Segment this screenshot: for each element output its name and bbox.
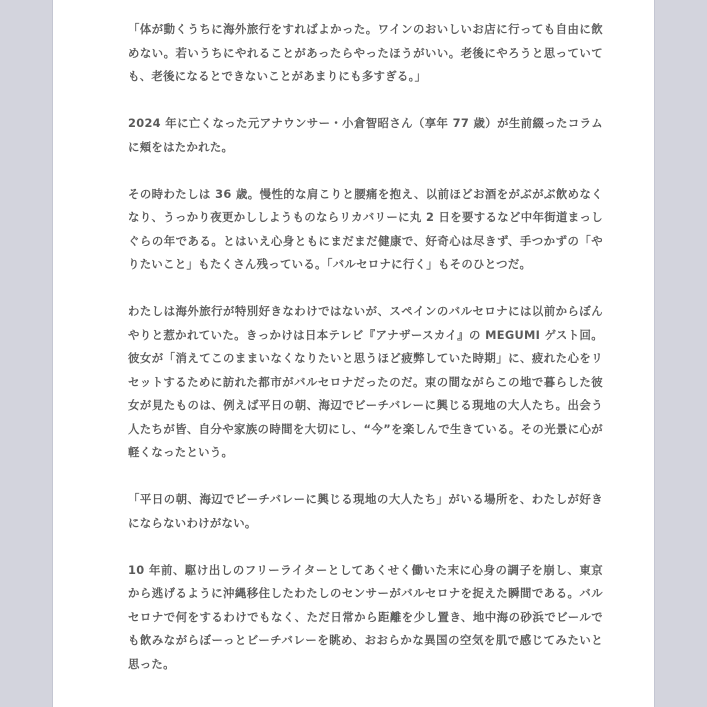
paragraph-beach-volleyball: 「平日の朝、海辺でビーチバレーに興じる現地の大人たち」がいる場所を、わたしが好きにならないわけがない。 — [128, 492, 603, 530]
paragraph-ten-years-ago: 10 年前、駆け出しのフリーライターとしてあくせく働いた末に心身の調子を崩し、東京から逃げるように沖縄移住したわたしのセンサーがバルセロナを捉えた瞬間である。バルセロナで何をするわけでもなく、ただ日常から距離を少し置き、地中海の砂浜でビールでも飲みながらぼーっとビーチバレーを眺め、おおらかな異国の空気を肌で感じてみたいと思った。 — [128, 562, 603, 671]
paragraph-barcelona: わたしは海外旅行が特別好きなわけではないが、スペインのバルセロナには以前からぼんやりと惹かれていた。きっかけは日本テレビ『アナザースカイ』の MEGUMI ゲスト回。彼女が「消えてこのままいなくなりたいと思うほど疲弊していた時期」に、疲れた心をリセットするために訪れた都市がバルセロナだったのだ。束の間ながらこの地で暮らした彼女が見たものは、例えば平日の朝、海辺でビーチバレーに興じる現地の大人たち。出会う人たちが皆、自分や家族の時間を大切にし、“今”を楽しんで生きている。その光景に心が軽くなったという。 — [128, 304, 603, 459]
paragraph-intro: 2024 年に亡くなった元アナウンサー・小倉智昭さん（享年 77 歳）が生前綴ったコラムに頬をはたかれた。 — [128, 116, 603, 154]
document-page — [52, 0, 655, 707]
paragraph-quote: 「体が動くうちに海外旅行をすればよかった。ワインのおいしいお店に行っても自由に飲めない。若いうちにやれることがあったらやったほうがいい。老後にやろうと思っていても、老後になるとできないことがあまりにも多すぎる。」 — [128, 22, 603, 83]
article-body — [128, 18, 603, 700]
paragraph-age: その時わたしは 36 歳。慢性的な肩こりと腰痛を抱え、以前ほどお酒をがぶがぶ飲めなくなり、うっかり夜更かししようものならリカバリーに丸 2 日を要するなど中年街道まっしぐらの年である。とはいえ心身ともにまだまだ健康で、好奇心は尽きず、手つかずの「やりたいこと」もたくさん残っている。「バルセロナに行く」もそのひとつだ。 — [128, 186, 603, 271]
